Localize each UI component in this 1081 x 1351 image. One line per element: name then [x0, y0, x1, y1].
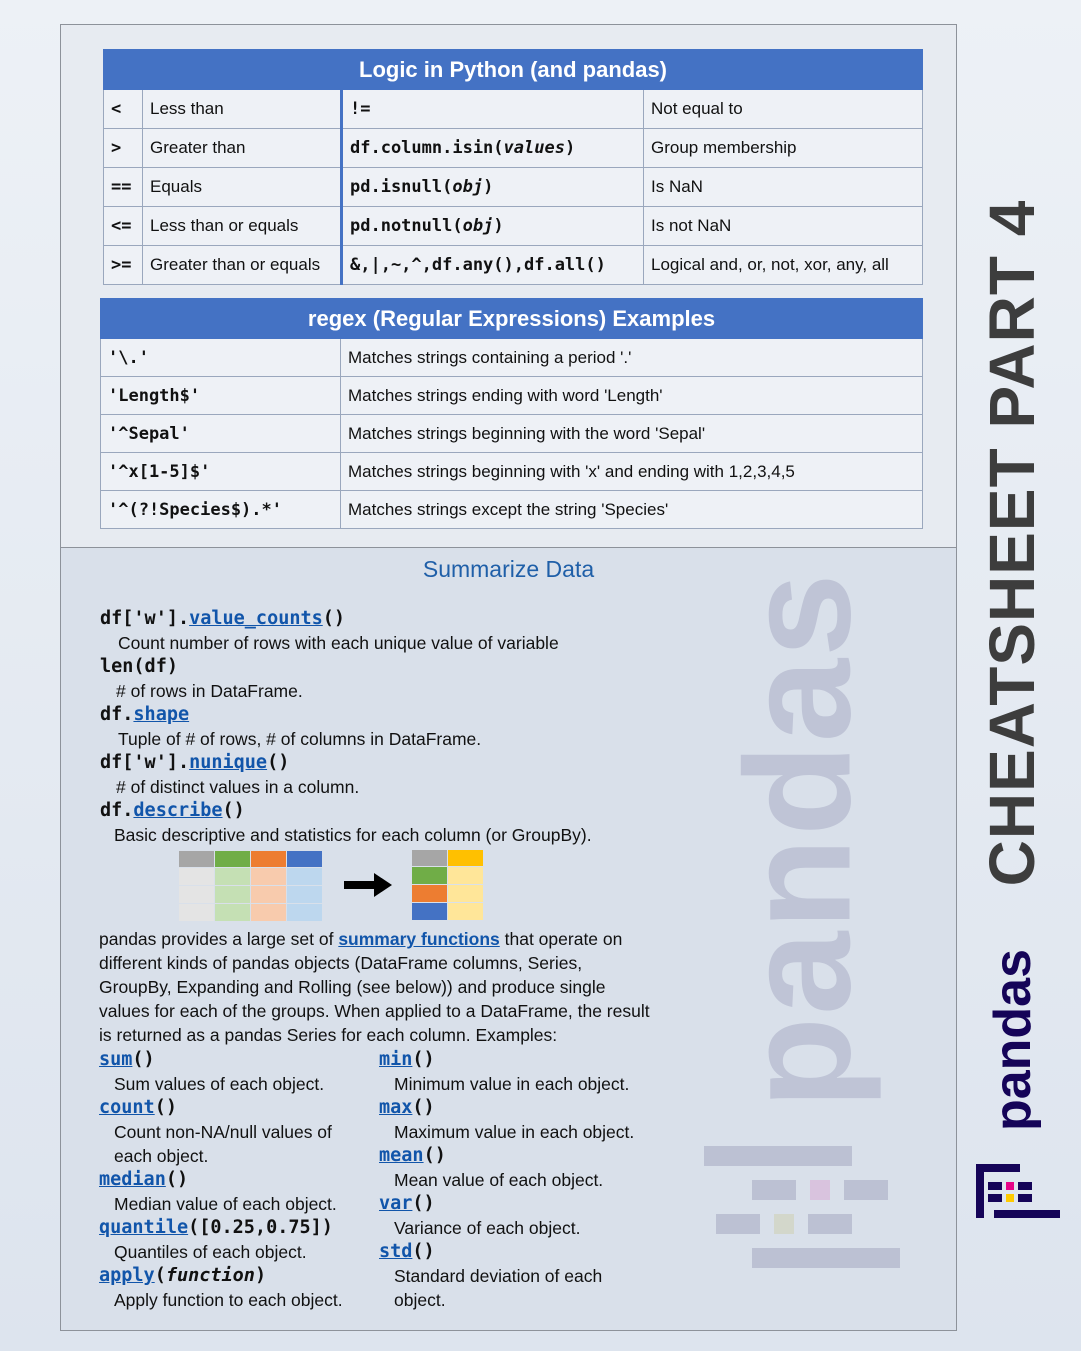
function-item [379, 1192, 634, 1240]
function-signature [379, 1240, 634, 1264]
operator-cell: >= [104, 246, 143, 285]
regex-desc-cell: Matches strings except the string 'Species' [341, 491, 923, 529]
code-prefix: len(df) [100, 656, 178, 677]
method-link[interactable]: shape [133, 704, 190, 725]
regex-desc-cell: Matches strings containing a period '.' [341, 339, 923, 377]
function-args: () [165, 1169, 189, 1190]
regex-row [101, 491, 923, 529]
regex-pattern-cell: '^(?!Species$).*' [101, 491, 341, 529]
regex-desc-cell: Matches strings beginning with the word 'Sepal' [341, 415, 923, 453]
regex-pattern-cell: '\.' [101, 339, 341, 377]
function-desc: Variance of each object. [394, 1218, 581, 1238]
function-desc-cell: Is not NaN [644, 207, 923, 246]
function-args: () [412, 1241, 435, 1262]
function-args-close: ) [254, 1265, 267, 1286]
right-function-list [379, 1048, 634, 1312]
code-suffix: () [222, 800, 245, 821]
function-args: () [132, 1049, 155, 1070]
operator-desc-cell: Equals [143, 168, 342, 207]
code-prefix: df. [100, 704, 134, 725]
function-args: () [412, 1097, 435, 1118]
arrow-right-icon [344, 873, 392, 897]
function-link[interactable]: apply [99, 1265, 155, 1286]
function-link[interactable]: min [379, 1049, 413, 1070]
pandas-watermark-icon [700, 1140, 910, 1280]
function-args: () [154, 1097, 177, 1118]
function-link[interactable]: var [379, 1193, 413, 1214]
function-link[interactable]: max [379, 1097, 413, 1118]
function-link[interactable]: std [379, 1241, 413, 1262]
regex-pattern-cell: 'Length$' [101, 377, 341, 415]
function-args: () [412, 1049, 435, 1070]
left-function-list [99, 1048, 343, 1312]
summary-entry [100, 655, 303, 703]
function-item [379, 1048, 634, 1096]
function-desc: Mean value of each object. [394, 1170, 604, 1190]
summary-code [100, 703, 481, 727]
logic-row [104, 90, 923, 129]
function-desc-cell: Is NaN [644, 168, 923, 207]
function-item [379, 1144, 634, 1192]
function-item [99, 1168, 343, 1216]
function-desc: Count non-NA/null values of [114, 1122, 332, 1142]
regex-table [100, 298, 923, 529]
pandas-logo-icon [974, 1160, 1064, 1222]
function-link[interactable]: mean [379, 1145, 424, 1166]
cheatsheet-title: CHEATSHEET PART 4 [976, 199, 1048, 887]
summary-code [100, 655, 303, 679]
function-item [99, 1096, 343, 1168]
summary-entry [100, 607, 559, 655]
function-arg: values [503, 138, 565, 158]
function-link[interactable]: sum [99, 1049, 133, 1070]
code-suffix: () [322, 608, 346, 629]
function-signature [99, 1264, 343, 1288]
code-prefix: df['w']. [100, 752, 190, 773]
function-desc: Sum values of each object. [114, 1074, 325, 1094]
pandas-watermark-text: pandas [713, 571, 882, 1109]
function-args: ( [154, 1265, 166, 1286]
regex-desc-cell: Matches strings ending with word 'Length' [341, 377, 923, 415]
summary-desc: # of distinct values in a column. [116, 777, 360, 797]
summary-code [100, 607, 559, 631]
logic-row [104, 207, 923, 246]
code-suffix: () [267, 752, 290, 773]
summary-desc: Count number of rows with each unique value of variable [118, 633, 559, 653]
function-close: ) [564, 138, 576, 158]
function-cell [342, 129, 644, 168]
function-link[interactable]: median [99, 1169, 166, 1190]
function-signature [99, 1096, 343, 1120]
series-result-icon [412, 850, 483, 920]
summary-entry [100, 703, 481, 751]
function-link[interactable]: quantile [99, 1217, 189, 1238]
summary-code [100, 751, 359, 775]
function-code: != [350, 99, 371, 119]
function-args: ([0.25,0.75]) [188, 1217, 333, 1238]
operator-desc-cell: Less than [143, 90, 342, 129]
summary-entry [100, 799, 592, 847]
function-args: () [412, 1193, 435, 1214]
function-signature [99, 1216, 343, 1240]
function-code: pd.isnull( [350, 177, 453, 197]
method-link[interactable]: nunique [189, 752, 268, 773]
function-args: () [423, 1145, 446, 1166]
summary-desc: Basic descriptive and statistics for each column (or GroupBy). [114, 825, 592, 845]
summary-desc: Tuple of # of rows, # of columns in DataFrame. [118, 729, 482, 749]
summary-functions-link[interactable]: summary functions [338, 929, 500, 949]
function-code: &,|,~,^,df.any(),df.all() [350, 255, 606, 275]
operator-cell: < [104, 90, 143, 129]
operator-cell: > [104, 129, 143, 168]
function-code: pd.notnull( [350, 216, 463, 236]
summarize-title: Summarize Data [422, 556, 595, 582]
function-arg: obj [452, 177, 484, 197]
function-desc-cell: Group membership [644, 129, 923, 168]
summary-code [100, 799, 592, 823]
function-desc-cont: each object. [114, 1146, 209, 1166]
function-signature [99, 1048, 343, 1072]
operator-cell: == [104, 168, 143, 207]
function-desc-cell: Not equal to [644, 90, 923, 129]
function-cell [342, 246, 644, 285]
code-prefix: df. [100, 800, 134, 821]
summary-entry [100, 751, 359, 799]
summary-functions-paragraph [99, 927, 659, 1047]
function-close: ) [493, 216, 504, 236]
function-arg: obj [462, 216, 494, 236]
function-desc: Quantiles of each object. [114, 1242, 307, 1262]
regex-row [101, 415, 923, 453]
function-item [99, 1216, 343, 1264]
regex-table-title: regex (Regular Expressions) Examples [101, 299, 923, 339]
function-desc: Apply function to each object. [114, 1290, 343, 1310]
method-link[interactable]: value_counts [189, 608, 323, 629]
function-close: ) [483, 177, 494, 197]
function-cell [342, 90, 644, 129]
operator-desc-cell: Greater than [143, 129, 342, 168]
function-signature [379, 1096, 634, 1120]
logic-table [103, 49, 923, 285]
para-text-post: that operate on different kinds of pandas objects (DataFrame columns, Series, GroupBy, Expanding and Rolling (see below)) and produce single values for each of the groups. When applied to a DataFrame, the result is returned as a pandas Series for each column. Examples: [99, 929, 650, 1045]
para-text-pre: pandas provides a large set of [99, 929, 339, 949]
function-signature [379, 1048, 634, 1072]
function-signature [379, 1192, 634, 1216]
function-desc: Median value of each object. [114, 1194, 337, 1214]
pandas-logo-text: pandas [984, 948, 1042, 1132]
function-item [99, 1264, 343, 1312]
logic-row [104, 168, 923, 207]
regex-row [101, 453, 923, 491]
function-desc: Standard deviation of each [394, 1266, 603, 1286]
function-signature [99, 1168, 343, 1192]
function-desc: Maximum value in each object. [394, 1122, 635, 1142]
function-code: df.column.isin( [350, 138, 504, 158]
function-cell [342, 207, 644, 246]
function-desc-cell: Logical and, or, not, xor, any, all [644, 246, 923, 285]
function-item [379, 1096, 634, 1144]
function-link[interactable]: count [99, 1097, 155, 1118]
function-item [379, 1240, 634, 1312]
summary-desc: # of rows in DataFrame. [116, 681, 303, 701]
function-desc: Minimum value in each object. [394, 1074, 630, 1094]
function-signature [379, 1144, 634, 1168]
function-cell [342, 168, 644, 207]
operator-desc-cell: Less than or equals [143, 207, 342, 246]
function-desc-cont: object. [394, 1290, 446, 1310]
regex-pattern-cell: '^Sepal' [101, 415, 341, 453]
regex-pattern-cell: '^x[1-5]$' [101, 453, 341, 491]
regex-row [101, 339, 923, 377]
logic-table-title: Logic in Python (and pandas) [104, 50, 923, 90]
logic-row [104, 129, 923, 168]
function-args-italic: function [165, 1265, 255, 1286]
method-link[interactable]: describe [133, 800, 223, 821]
function-item [99, 1048, 343, 1096]
regex-row [101, 377, 923, 415]
summary-illustration [178, 850, 488, 924]
regex-desc-cell: Matches strings beginning with 'x' and ending with 1,2,3,4,5 [341, 453, 923, 491]
operator-cell: <= [104, 207, 143, 246]
dataframe-icon [179, 851, 322, 921]
logic-row [104, 246, 923, 285]
code-prefix: df['w']. [100, 608, 190, 629]
operator-desc-cell: Greater than or equals [143, 246, 342, 285]
